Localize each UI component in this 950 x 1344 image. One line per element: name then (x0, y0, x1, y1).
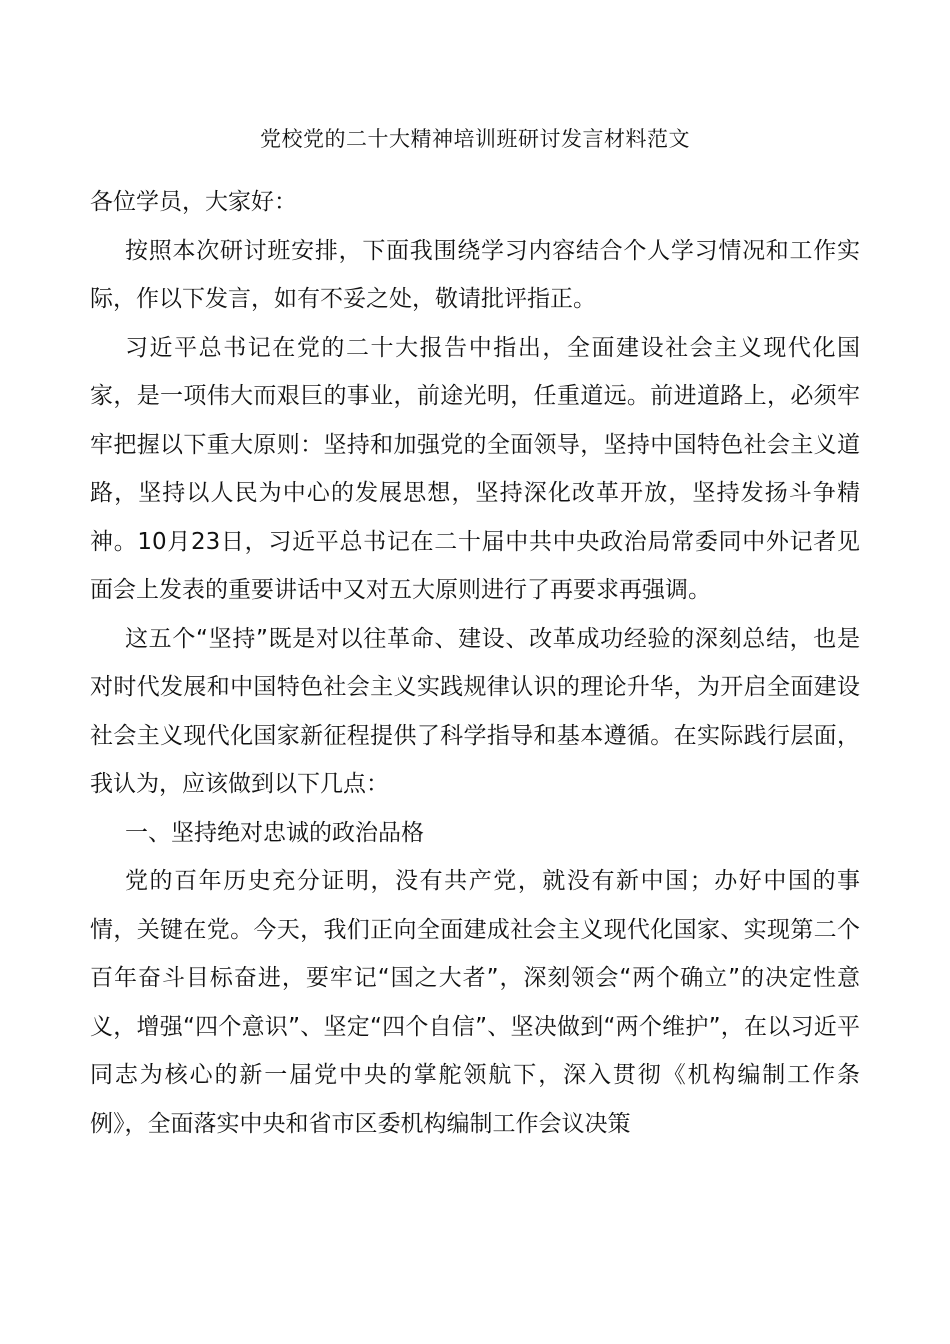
paragraph-principles: 习近平总书记在党的二十大报告中指出，全面建设社会主义现代化国家，是一项伟大而艰巨的事业，前途光明，任重道远。前进道路上，必须牢牢把握以下重大原则：坚持和加强党的全面领导，坚持中国特色社会主义道路，坚持以人民为中心的发展思想，坚持深化改革开放，坚持发扬斗争精神。10月23日，习近平总书记在二十届中共中央政治局常委同中外记者见面会上发表的重要讲话中又对五大原则进行了再要求再强调。 (90, 334, 860, 603)
paragraph-section-1: 党的百年历史充分证明，没有共产党，就没有新中国；办好中国的事情，关键在党。今天，我们正向全面建成社会主义现代化国家、实现第二个百年奋斗目标奋进，要牢记“国之大者”，深刻领会“两个确立”的决定性意义，增强“四个意识”、坚定“四个自信”、坚决做到“两个维护”，在以习近平同志为核心的新一届党中央的掌舵领航下，深入贯彻《机构编制工作条例》，全面落实中央和省市区委机构编制工作会议决策 (90, 868, 860, 1137)
paragraph-greeting: 各位学员，大家好： (90, 189, 297, 215)
paragraph-intro: 按照本次研讨班安排，下面我围绕学习内容结合个人学习情况和工作实际，作以下发言，如有不妥之处，敬请批评指正。 (90, 237, 860, 312)
document-title: 党校党的二十大精神培训班研讨发言材料范文 (260, 127, 690, 151)
section-heading-1: 一、坚持绝对忠诚的政治品格 (125, 819, 424, 846)
document-body (90, 178, 860, 1148)
paragraph-summary: 这五个“坚持”既是对以往革命、建设、改革成功经验的深刻总结，也是对时代发展和中国特色社会主义实践规律认识的理论升华，为开启全面建设社会主义现代化国家新征程提供了科学指导和基本遵循。在实际践行层面，我认为，应该做到以下几点： (90, 625, 860, 797)
